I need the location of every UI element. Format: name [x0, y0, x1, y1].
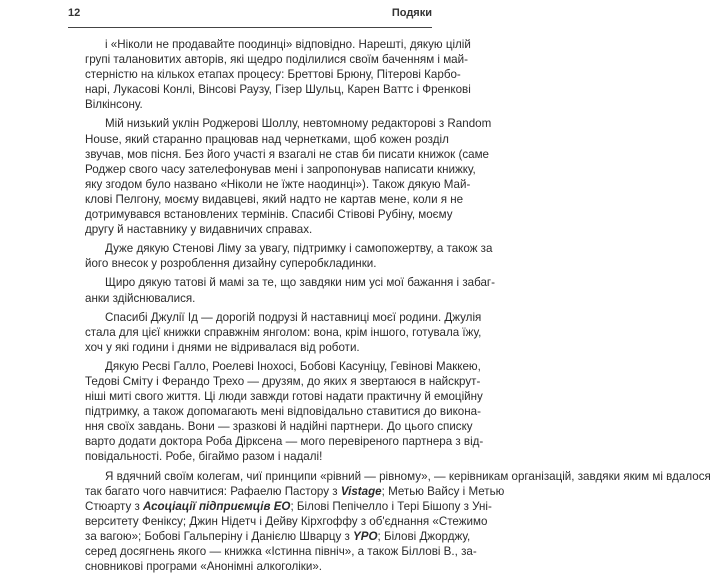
- text-line: Спасибі Джулії Ід — дорогій подрузі й наставниці моєї родини. Джулія: [105, 310, 482, 324]
- text-line: Щиро дякую татові й мамі за те, що завдяки ним усі мої бажання і забаг-: [105, 276, 495, 290]
- text-line: Мій низький уклін Роджерові Шоллу, невтомному редакторові з Random: [105, 117, 492, 131]
- text-line: Стюарту з Асоціації підприємців ЕО; Білові Пепічелло і Тері Бішопу з Уні-: [85, 499, 492, 513]
- text-line: Дякую Ресві Галло, Роелеві Інохосі, Бобові Касуніцу, Гевінові Маккею,: [105, 359, 481, 373]
- text-line: нарі, Лукасові Конлі, Вінсові Раузу, Гізер Шульц, Карен Ваттс і Френкові: [85, 83, 471, 97]
- text-line: стала для цієї книжки справжнім янголом: вона, крім іншого, готувала їжу,: [85, 325, 482, 339]
- paragraph: [85, 241, 493, 271]
- text-line: стерністю на кількох етапах процесу: Бреттові Брюну, Пітерові Карбо-: [85, 68, 461, 82]
- text-line: Роджер свого часу зателефонував мені і запропонував написати книжку,: [85, 162, 476, 176]
- text-line: серед досягнень якого — книжка «Істинна північ», а також Біллові В., за-: [85, 545, 477, 558]
- emphasized-name: YPO: [353, 529, 378, 543]
- section-title: Подяки: [391, 7, 432, 19]
- text-line: звучав, мов пісня. Без його участі я взагалі не став би писати книжок (саме: [85, 147, 489, 161]
- page-body: [85, 37, 711, 578]
- paragraph: [85, 469, 711, 575]
- text-line: так багато чого навчитися: Рафаелю Пастору з Vistage; Метью Вайсу і Метью: [85, 484, 505, 498]
- running-header: [68, 7, 432, 19]
- text-line: яку згодом було названо «Ніколи не їжте наодинці»). Також дякую Май-: [85, 177, 471, 191]
- text-line: анки здійснювалися.: [85, 291, 196, 305]
- text-line: ніші миті свого життя. Ці люди завжди готові надати практичну й емоційну: [85, 390, 483, 404]
- page-number: 12: [68, 7, 81, 19]
- text-line: повідальності. Робе, бігаймо разом і надалі!: [85, 450, 323, 464]
- header-rule: [68, 27, 432, 28]
- paragraph: [85, 37, 471, 112]
- paragraph: [85, 275, 495, 305]
- paragraph: [85, 310, 482, 355]
- text-line: другу й наставнику у видавничих справах.: [85, 223, 313, 237]
- text-line: Тедові Сміту і Ферандо Трехо — друзям, до яких я звертаюся в найскрут-: [85, 374, 481, 388]
- text-line: хоч у які години і днями не відривалася від роботи.: [85, 340, 360, 354]
- paragraph: [85, 116, 492, 237]
- text-line: за вагою»; Бобові Гальперіну і Данієлю Шварцу з YPO; Білові Джорджу,: [85, 529, 471, 543]
- text-line: Вілкінсону.: [85, 98, 143, 112]
- text-line: House, який старанно працював над чернетками, щоб кожен розділ: [85, 132, 449, 146]
- text-line: дотримувався встановлених термінів. Спасибі Стівові Рубіну, моєму: [85, 208, 453, 222]
- paragraph: [85, 359, 484, 465]
- text-line: ння своїх завдань. Вони — зразкові й надійні партнери. До цього списку: [85, 420, 473, 434]
- text-line: Дуже дякую Стенові Ліму за увагу, підтримку і самопожертву, а також за: [105, 242, 493, 256]
- text-line: Я вдячний своїм колегам, чиї принципи «рівний — рівному», — керівникам організацій, завдяки яким мі вдалося: [105, 469, 711, 483]
- text-line: варто додати доктора Роба Діркcена — мого перевіреного партнера з від-: [85, 435, 484, 449]
- emphasized-name: Vistage: [340, 484, 382, 498]
- text-line: клові Пелгону, моєму видавцеві, який надто не картав мене, коли я не: [85, 192, 464, 206]
- text-line: і «Ніколи не продавайте поодинці» відповідно. Нарешті, дякую цілій: [105, 38, 471, 51]
- text-line: сновникові програми «Анонімні алкоголіки».: [85, 560, 323, 574]
- text-line: верситету Феніксу; Джин Нідетч і Дейву Кірхгоффу з об'єднання «Стежимо: [85, 514, 488, 528]
- emphasized-name: Асоціації підприємців ЕО: [143, 499, 291, 513]
- text-line: його внесок у розроблення дизайну суперобкладинки.: [85, 257, 377, 271]
- text-line: групі талановитих авторів, які щедро поділилися своїм баченням і май-: [85, 53, 468, 67]
- text-line: підтримку, а також допомагають мені відповідально ставитися до викона-: [85, 405, 481, 419]
